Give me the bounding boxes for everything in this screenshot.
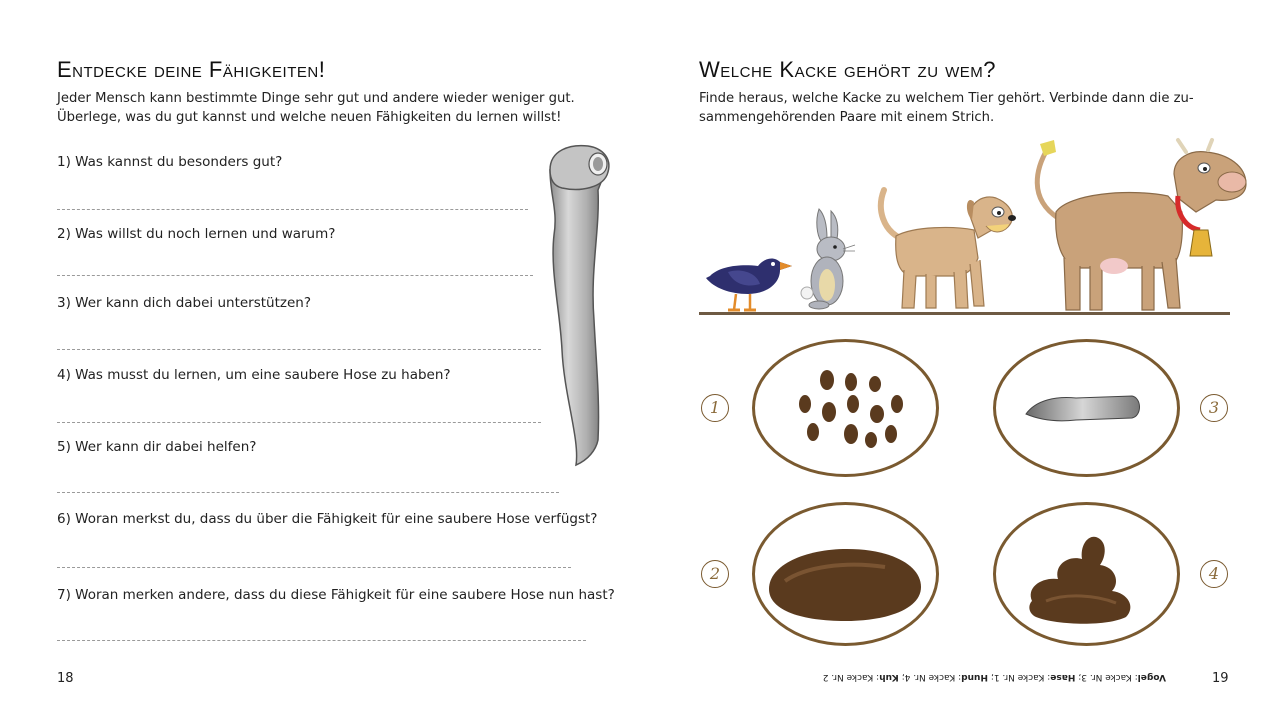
solution-hare-text: : Kacke Nr. 1; [987, 672, 1051, 682]
small-poop-icon [996, 342, 1177, 474]
intro-text-line-2: Überlege, was du gut kannst und welche neuen Fähigkeiten du lernen willst! [57, 110, 562, 125]
poop-oval-2[interactable] [752, 502, 939, 646]
question-5: 5) Wer kann dir dabei helfen? [57, 439, 257, 455]
question-1: 1) Was kannst du besonders gut? [57, 154, 283, 170]
intro-right-line-2: sammengehörenden Paare mit einem Strich. [699, 110, 995, 125]
page-title: Entdecke deine Fähigkeiten! [57, 57, 326, 82]
poop-oval-4[interactable] [993, 502, 1180, 646]
answer-line-5[interactable] [57, 492, 559, 493]
solution-bird-label: Vogel [1137, 672, 1166, 682]
question-2: 2) Was willst du noch lernen und warum? [57, 226, 336, 242]
cow-pat-icon [755, 505, 936, 643]
answer-line-1[interactable] [57, 209, 528, 210]
solution-cow-label: Kuh [879, 672, 899, 682]
page-number-right: 19 [1212, 671, 1229, 686]
question-4: 4) Was musst du lernen, um eine saubere Hose zu haben? [57, 367, 451, 383]
cow-icon[interactable] [1018, 138, 1250, 316]
intro-right-line-1: Finde heraus, welche Kacke zu welchem Tier gehört. Verbinde dann die zu- [699, 91, 1194, 106]
solution-dog-label: Hund [961, 672, 988, 682]
number-badge-4: 4 [1200, 560, 1228, 588]
poop-oval-3[interactable] [993, 339, 1180, 477]
intro-text-line-1: Jeder Mensch kann bestimmte Dinge sehr gut und andere wieder weniger gut. [57, 91, 575, 106]
answer-line-7[interactable] [57, 640, 586, 641]
poop-oval-1[interactable] [752, 339, 939, 477]
answer-line-2[interactable] [57, 275, 533, 276]
question-7: 7) Woran merken andere, dass du diese Fähigkeit für eine saubere Hose nun hast? [57, 587, 615, 603]
solution-upside-down [812, 672, 1166, 682]
bird-icon[interactable] [700, 248, 795, 316]
solution-bird-text: : Kacke Nr. 3; [1075, 672, 1138, 682]
dog-poop-icon [996, 505, 1177, 643]
ground-line [699, 312, 1230, 315]
question-6: 6) Woran merkst du, dass du über die Fähigkeit für eine saubere Hose verfügst? [57, 511, 598, 527]
answer-line-4[interactable] [57, 422, 541, 423]
rabbit-icon[interactable] [797, 205, 859, 310]
toilet-paper-icon [540, 140, 620, 470]
number-badge-2: 2 [701, 560, 729, 588]
page-number-left: 18 [57, 671, 74, 686]
pellet-poop-icon [755, 342, 936, 474]
solution-dog-text: : Kacke Nr. 4; [898, 672, 962, 682]
answer-line-6[interactable] [57, 567, 571, 568]
dog-icon[interactable] [874, 180, 1019, 315]
solution-hare-label: Hase [1050, 672, 1076, 682]
number-badge-1: 1 [701, 394, 729, 422]
answer-line-3[interactable] [57, 349, 541, 350]
number-badge-3: 3 [1200, 394, 1228, 422]
page-title-right: Welche Kacke gehört zu wem? [699, 57, 997, 82]
solution-cow-text: : Kacke Nr. 2 [822, 672, 880, 682]
question-3: 3) Wer kann dich dabei unterstützen? [57, 295, 312, 311]
